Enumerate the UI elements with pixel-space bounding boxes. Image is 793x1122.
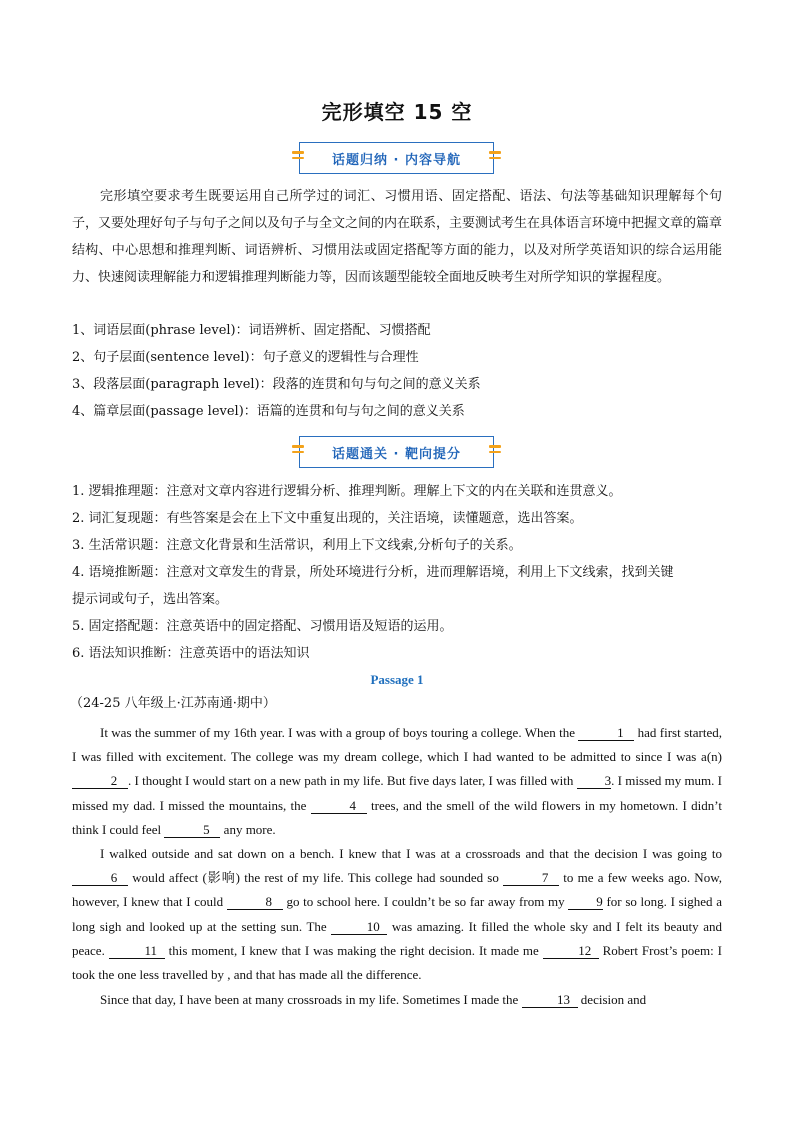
banner-label: 话题归纳 · 内容导航 (332, 152, 461, 168)
blank-4[interactable]: 4 (311, 799, 367, 814)
blank-5[interactable]: 5 (164, 823, 220, 838)
tip-item: 5. 固定搭配题：注意英语中的固定搭配、习惯用语及短语的运用。 (72, 619, 453, 634)
passage-paragraph-1: It was the summer of my 16th year. I was with a group of boys touring a college. When the 1 had first started, I was filled with excitement. The college was my dream college, which I had wanted to be admitted to since I was a(n) 2 . I thought I would start on a new path in my life. But five days later, I was filled with 3. I missed my mum. I missed my dad. I missed the mountains, the 4 trees, and the smell of the wild flowers in my hometown. I didn’t think I could feel 5 any more. (72, 725, 723, 837)
tip-item: 3. 生活常识题：注意文化背景和生活常识，利用上下文线索,分析句子的关系。 (72, 538, 522, 553)
tip-item: 4. 语境推断题：注意对文章发生的背景，所处环境进行分析，进而理解语境，利用上下文线索，找到关键 (72, 565, 674, 580)
tip-item: 2. 词汇复现题：有些答案是会在上下文中重复出现的，关注语境，读懂题意，选出答案。 (72, 511, 583, 526)
intro-paragraph: 完形填空要求考生既要运用自己所学过的词汇、习惯用语、固定搭配、语法、句法等基础知识理解每个句子，又要处理好句子与句子之间以及句子与全文之间的内在联系，主要测试考生在具体语言环境中把握文章的篇章结构、中心思想和推理判断、词语辨析、习惯用法或固定搭配等方面的能力，以及对所学英语知识的综合运用能力、快速阅读理解能力和逻辑推理判断能力等，因而该题型能较全面地反映考生对所学知识的掌握程度。 (72, 189, 723, 285)
level-item: 2、句子层面(sentence level)：句子意义的逻辑性与合理性 (72, 350, 419, 365)
blank-10[interactable]: 10 (331, 920, 387, 935)
banner-decoration-icon (489, 151, 501, 165)
blank-1[interactable]: 1 (578, 726, 634, 741)
blank-11[interactable]: 11 (109, 944, 165, 959)
blank-8[interactable]: 8 (227, 895, 283, 910)
passage-paragraph-3: Since that day, I have been at many crossroads in my life. Sometimes I made the 13 decision and (100, 992, 647, 1007)
section-banner-topic-practice (299, 436, 494, 468)
blank-3[interactable]: 3 (577, 774, 612, 789)
blank-12[interactable]: 12 (543, 944, 599, 959)
passage-paragraph-2: I walked outside and sat down on a bench. I knew that I was at a crossroads and that the decision I was going to 6 would affect (影响) the rest of my life. This college had sounded so 7 to me a few weeks ago. Now, however, I knew that I could 8 go to school here. I couldn’t be so far away from my 9 for so long. I sighed a long sigh and looked up at the setting sun. The 10 was amazing. It filled the whole sky and I felt its beauty and peace. 11 this moment, I knew that I was making the right decision. It made me 12 Robert Frost’s poem: I took the one less travelled by , and that has made all the difference. (72, 846, 723, 983)
banner-decoration-icon (489, 445, 501, 459)
banner-decoration-icon (292, 445, 304, 459)
level-item: 4、篇章层面(passage level)：语篇的连贯和句与句之间的意义关系 (72, 404, 465, 419)
tip-item: 6. 语法知识推断：注意英语中的语法知识 (72, 646, 310, 661)
blank-6[interactable]: 6 (72, 871, 128, 886)
page-title: 完形填空 15 空 (321, 100, 473, 124)
passage-title: Passage 1 (370, 672, 424, 687)
banner-label: 话题通关 · 靶向提分 (332, 446, 461, 462)
tip-item: 1. 逻辑推理题：注意对文章内容进行逻辑分析、推理判断。理解上下文的内在关联和连贯意义。 (72, 484, 622, 499)
level-item: 3、段落层面(paragraph level)：段落的连贯和句与句之间的意义关系 (72, 377, 481, 392)
tip-item-continued: 提示词或句子，选出答案。 (72, 592, 229, 607)
blank-7[interactable]: 7 (503, 871, 559, 886)
blank-13[interactable]: 13 (522, 993, 578, 1008)
level-item: 1、词语层面(phrase level)：词语辨析、固定搭配、习惯搭配 (72, 323, 431, 338)
blank-9[interactable]: 9 (568, 895, 603, 910)
banner-decoration-icon (292, 151, 304, 165)
blank-2[interactable]: 2 (72, 774, 128, 789)
passage-source: （24-25 八年级上·江苏南通·期中） (70, 696, 276, 711)
section-banner-topic-summary (299, 142, 494, 174)
